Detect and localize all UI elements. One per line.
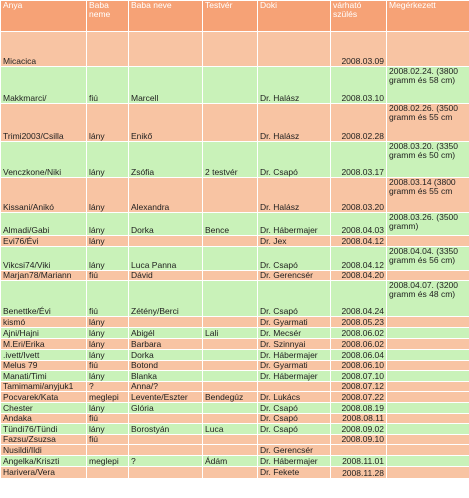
cell-datum: 2008.03.09 <box>331 32 387 67</box>
cell-neme: lány <box>87 403 129 414</box>
cell-megerkezett <box>387 317 469 328</box>
cell-doki: Dr. Csapó <box>258 142 331 178</box>
cell-megerkezett <box>387 392 469 403</box>
cell-datum: 2008.07.22 <box>331 392 387 403</box>
cell-neme: lány <box>87 350 129 361</box>
cell-anya: Andaka <box>1 414 87 424</box>
cell-datum: 2008.07.10 <box>331 371 387 382</box>
cell-anya: Tündi76/Tündi <box>1 424 87 435</box>
cell-megerkezett: 2008.03.26. (3500 gramm) <box>387 213 469 236</box>
cell-datum: 2008.06.10 <box>331 361 387 371</box>
cell-datum: 2008.08.11 <box>331 414 387 424</box>
cell-testver <box>203 467 258 479</box>
cell-neve <box>129 32 203 67</box>
cell-testver <box>203 371 258 382</box>
cell-anya: Marjan78/Mariann <box>1 271 87 281</box>
cell-datum: 2008.06.04 <box>331 350 387 361</box>
cell-neve: Zétény/Berci <box>129 281 203 317</box>
cell-neme <box>87 445 129 456</box>
cell-datum: 2008.06.02 <box>331 339 387 350</box>
cell-doki: Dr. Halász <box>258 178 331 213</box>
cell-doki: Dr. Csapó <box>258 414 331 424</box>
cell-neve: Botond <box>129 361 203 371</box>
cell-anya: Vikcsi74/Viki <box>1 247 87 271</box>
cell-neve: Alexandra <box>129 178 203 213</box>
cell-doki: Dr. Csapó <box>258 424 331 435</box>
cell-datum: 2008.04.24 <box>331 281 387 317</box>
cell-neme: lány <box>87 317 129 328</box>
cell-datum: 2008.04.12 <box>331 236 387 247</box>
cell-anya: Melus 79 <box>1 361 87 371</box>
cell-neve: Dávid <box>129 271 203 281</box>
table-row <box>1 328 469 339</box>
cell-doki: Dr. Csapó <box>258 247 331 271</box>
cell-neve: Marcell <box>129 67 203 104</box>
table-row <box>1 445 469 456</box>
cell-testver: 2 testvér <box>203 142 258 178</box>
cell-neve: Borostyán <box>129 424 203 435</box>
cell-megerkezett: 2008.04.07. (3200 gramm és 48 cm) <box>387 281 469 317</box>
cell-datum: 2008.05.23 <box>331 317 387 328</box>
cell-testver <box>203 382 258 392</box>
cell-megerkezett <box>387 435 469 445</box>
cell-testver: Lali <box>203 328 258 339</box>
cell-megerkezett: 2008.02.26. (3500 gramm és 55 cm <box>387 104 469 142</box>
cell-anya: Evi76/Évi <box>1 236 87 247</box>
cell-testver <box>203 104 258 142</box>
cell-neve: ? <box>129 456 203 467</box>
table-row <box>1 382 469 392</box>
cell-doki <box>258 435 331 445</box>
header-baba-neme: Baba neme <box>87 1 129 32</box>
table-row <box>1 456 469 467</box>
cell-anya: Pocvarek/Kata <box>1 392 87 403</box>
cell-neme: fiú <box>87 361 129 371</box>
table-row <box>1 467 469 479</box>
cell-anya: kismó <box>1 317 87 328</box>
header-megerkezett: Megérkezett <box>387 1 469 32</box>
cell-anya: Almadi/Gabi <box>1 213 87 236</box>
cell-neve <box>129 317 203 328</box>
cell-neme: lány <box>87 247 129 271</box>
cell-datum: 2008.03.20 <box>331 178 387 213</box>
cell-doki: Dr. Jex <box>258 236 331 247</box>
header-testver: Testvér <box>203 1 258 32</box>
cell-neme: fiú <box>87 67 129 104</box>
cell-megerkezett: 2008.04.04. (3350 gramm és 56 cm) <box>387 247 469 271</box>
cell-testver: Bence <box>203 213 258 236</box>
cell-testver <box>203 350 258 361</box>
cell-megerkezett <box>387 236 469 247</box>
cell-megerkezett <box>387 414 469 424</box>
cell-neve: Enikő <box>129 104 203 142</box>
cell-doki: Dr. Hábermajer <box>258 213 331 236</box>
cell-neve: Luca Panna <box>129 247 203 271</box>
cell-anya: Ajni/Hajni <box>1 328 87 339</box>
table-row <box>1 281 469 317</box>
cell-neme: lány <box>87 339 129 350</box>
cell-testver <box>203 435 258 445</box>
header-doki: Doki <box>258 1 331 32</box>
cell-neve <box>129 236 203 247</box>
cell-datum: 2008.09.10 <box>331 435 387 445</box>
cell-doki: Dr. Halász <box>258 104 331 142</box>
cell-neve: Glória <box>129 403 203 414</box>
cell-megerkezett <box>387 32 469 67</box>
cell-anya: Micacica <box>1 32 87 67</box>
cell-neve <box>129 445 203 456</box>
cell-doki <box>258 32 331 67</box>
cell-megerkezett <box>387 361 469 371</box>
cell-datum <box>331 445 387 456</box>
table-row <box>1 32 469 67</box>
cell-neve: Barbara <box>129 339 203 350</box>
cell-testver <box>203 67 258 104</box>
cell-neme: fiú <box>87 281 129 317</box>
cell-anya: M.Eri/Erika <box>1 339 87 350</box>
cell-neve: Anna/? <box>129 382 203 392</box>
cell-megerkezett: 2008.02.24. (3800 gramm és 58 cm) <box>387 67 469 104</box>
table-row <box>1 104 469 142</box>
cell-datum: 2008.11.01 <box>331 456 387 467</box>
cell-testver <box>203 414 258 424</box>
table-row <box>1 339 469 350</box>
cell-testver <box>203 236 258 247</box>
cell-doki: Dr. Hábermajer <box>258 371 331 382</box>
header-baba-neve: Baba neve <box>129 1 203 32</box>
cell-datum: 2008.11.28 <box>331 467 387 479</box>
cell-testver <box>203 403 258 414</box>
table-row <box>1 178 469 213</box>
header-row <box>1 1 469 32</box>
cell-datum: 2008.03.10 <box>331 67 387 104</box>
cell-neve: Dorka <box>129 350 203 361</box>
cell-doki: Dr. Hábermajer <box>258 456 331 467</box>
cell-megerkezett: 2008.03.14 (3800 gramm és 55 cm <box>387 178 469 213</box>
table-row <box>1 142 469 178</box>
cell-testver <box>203 445 258 456</box>
header-vart-szules: várható szülés <box>331 1 387 32</box>
cell-anya: Fazsu/Zsuzsa <box>1 435 87 445</box>
cell-datum: 2008.04.03 <box>331 213 387 236</box>
cell-datum: 2008.06.02 <box>331 328 387 339</box>
cell-testver: Bendegúz <box>203 392 258 403</box>
cell-neme <box>87 467 129 479</box>
cell-neme: lány <box>87 142 129 178</box>
cell-anya: Harivera/Vera <box>1 467 87 479</box>
cell-testver <box>203 281 258 317</box>
cell-neme: lány <box>87 328 129 339</box>
cell-neme: lány <box>87 371 129 382</box>
cell-neve <box>129 467 203 479</box>
cell-megerkezett <box>387 371 469 382</box>
table-row <box>1 67 469 104</box>
cell-anya: Trimi2003/Csilla <box>1 104 87 142</box>
cell-anya: Makkmarci/ <box>1 67 87 104</box>
cell-doki: Dr. Gyarmati <box>258 317 331 328</box>
cell-neme: lány <box>87 213 129 236</box>
cell-doki: Dr. Szinnyai <box>258 339 331 350</box>
cell-anya: Manati/Timi <box>1 371 87 382</box>
cell-testver <box>203 247 258 271</box>
cell-doki: Dr. Csapó <box>258 281 331 317</box>
cell-megerkezett <box>387 445 469 456</box>
cell-neme: lány <box>87 236 129 247</box>
cell-megerkezett <box>387 339 469 350</box>
cell-testver <box>203 178 258 213</box>
cell-megerkezett: 2008.03.20. (3350 gramm és 50 cm) <box>387 142 469 178</box>
cell-megerkezett <box>387 424 469 435</box>
table-row <box>1 435 469 445</box>
cell-neme <box>87 32 129 67</box>
cell-neme: fiú <box>87 414 129 424</box>
cell-doki: Dr. Gerencsér <box>258 445 331 456</box>
header-anya: Anya <box>1 1 87 32</box>
cell-neme: lány <box>87 104 129 142</box>
cell-datum: 2008.02.28 <box>331 104 387 142</box>
cell-anya: Venczkone/Niki <box>1 142 87 178</box>
table-row <box>1 271 469 281</box>
cell-testver <box>203 32 258 67</box>
cell-testver <box>203 271 258 281</box>
cell-doki: Dr. Gyarmati <box>258 361 331 371</box>
cell-testver: Luca <box>203 424 258 435</box>
cell-testver <box>203 339 258 350</box>
cell-doki: Dr. Hábermajer <box>258 350 331 361</box>
cell-neve: Levente/Eszter <box>129 392 203 403</box>
cell-testver <box>203 361 258 371</box>
table-row <box>1 317 469 328</box>
cell-megerkezett <box>387 456 469 467</box>
cell-doki: Dr. Halász <box>258 67 331 104</box>
cell-anya: Kissani/Anikó <box>1 178 87 213</box>
table-row <box>1 350 469 361</box>
cell-neve: Dorka <box>129 213 203 236</box>
cell-megerkezett <box>387 467 469 479</box>
cell-megerkezett <box>387 350 469 361</box>
cell-doki: Dr. Gerencsér <box>258 271 331 281</box>
table-row <box>1 414 469 424</box>
cell-megerkezett <box>387 403 469 414</box>
cell-datum: 2008.03.17 <box>331 142 387 178</box>
cell-neme: lány <box>87 424 129 435</box>
cell-doki <box>258 382 331 392</box>
cell-anya: Tamimami/anyjuk1 <box>1 382 87 392</box>
cell-anya: Nusildi/Ildi <box>1 445 87 456</box>
cell-neve <box>129 414 203 424</box>
table-row <box>1 371 469 382</box>
table-row <box>1 361 469 371</box>
table-row <box>1 236 469 247</box>
table-row <box>1 213 469 236</box>
cell-doki: Dr. Mecsér <box>258 328 331 339</box>
cell-neve <box>129 435 203 445</box>
cell-datum: 2008.09.02 <box>331 424 387 435</box>
table-row <box>1 424 469 435</box>
cell-neme: meglepi <box>87 392 129 403</box>
cell-neme: ? <box>87 382 129 392</box>
cell-neme: fiú <box>87 271 129 281</box>
cell-testver <box>203 317 258 328</box>
cell-datum: 2008.08.19 <box>331 403 387 414</box>
cell-neme: lány <box>87 178 129 213</box>
table-row <box>1 247 469 271</box>
cell-neve: Blanka <box>129 371 203 382</box>
cell-neme: meglepi <box>87 456 129 467</box>
table-row <box>1 403 469 414</box>
cell-anya: Angelka/Kriszti <box>1 456 87 467</box>
cell-datum: 2008.04.12 <box>331 247 387 271</box>
cell-doki: Dr. Csapó <box>258 403 331 414</box>
cell-neve: Zsófia <box>129 142 203 178</box>
cell-anya: Benettke/Évi <box>1 281 87 317</box>
cell-anya: Chester <box>1 403 87 414</box>
cell-megerkezett <box>387 328 469 339</box>
table-row <box>1 392 469 403</box>
cell-testver: Ádám <box>203 456 258 467</box>
cell-doki: Dr. Lukács <box>258 392 331 403</box>
cell-doki: Dr. Fekete <box>258 467 331 479</box>
cell-neve: Abigél <box>129 328 203 339</box>
cell-anya: .ivett/Ivett <box>1 350 87 361</box>
cell-datum: 2008.04.20 <box>331 271 387 281</box>
cell-megerkezett <box>387 271 469 281</box>
cell-neme: fiú <box>87 435 129 445</box>
cell-megerkezett <box>387 382 469 392</box>
cell-datum: 2008.07.12 <box>331 382 387 392</box>
